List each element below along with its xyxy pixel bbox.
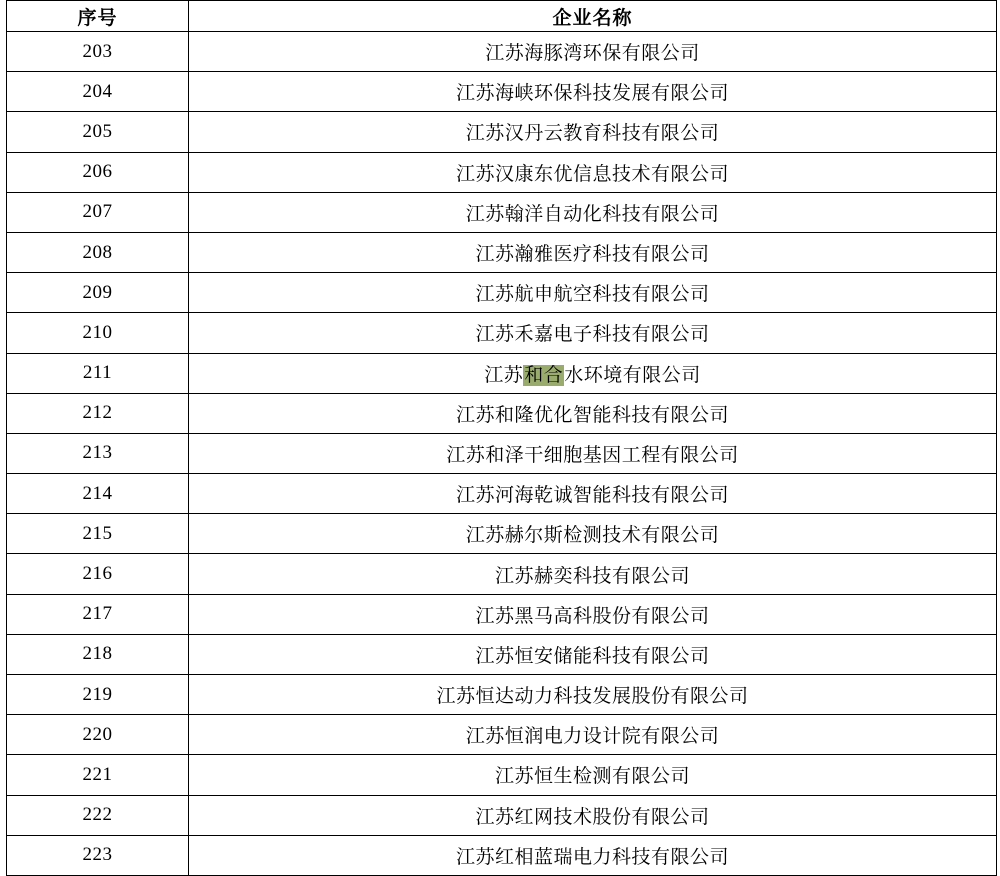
row-index-cell: 208	[7, 232, 189, 272]
table-row	[7, 232, 997, 272]
row-company-name-cell: 江苏汉丹云教育科技有限公司	[189, 112, 997, 152]
row-company-name-cell: 江苏恒生检测有限公司	[189, 755, 997, 795]
column-header-index: 序号	[7, 1, 189, 32]
table-row	[7, 835, 997, 875]
table-row	[7, 112, 997, 152]
row-company-name-cell: 江苏海豚湾环保有限公司	[189, 32, 997, 72]
row-index-cell: 210	[7, 313, 189, 353]
row-index-cell: 206	[7, 152, 189, 192]
highlighted-text: 和合	[524, 364, 564, 386]
row-index-cell: 223	[7, 835, 189, 875]
table-header	[7, 1, 997, 32]
table-row	[7, 675, 997, 715]
row-company-name-cell: 江苏黑马高科股份有限公司	[189, 594, 997, 634]
row-index-cell: 211	[7, 353, 189, 393]
row-index-cell: 203	[7, 32, 189, 72]
table-row	[7, 72, 997, 112]
table-row	[7, 474, 997, 514]
row-index-cell: 220	[7, 715, 189, 755]
table-row	[7, 514, 997, 554]
row-company-name-cell: 江苏瀚雅医疗科技有限公司	[189, 232, 997, 272]
row-company-name-cell: 江苏恒润电力设计院有限公司	[189, 715, 997, 755]
row-company-name-cell: 江苏红网技术股份有限公司	[189, 795, 997, 835]
table-row	[7, 393, 997, 433]
row-index-cell: 221	[7, 755, 189, 795]
row-company-name-cell: 江苏海峡环保科技发展有限公司	[189, 72, 997, 112]
table-header-row	[7, 1, 997, 32]
table-row	[7, 715, 997, 755]
row-index-cell: 219	[7, 675, 189, 715]
row-company-name-cell: 江苏汉康东优信息技术有限公司	[189, 152, 997, 192]
table-row	[7, 313, 997, 353]
row-index-cell: 207	[7, 192, 189, 232]
table-row	[7, 634, 997, 674]
table-row	[7, 32, 997, 72]
company-list-table	[6, 0, 997, 876]
row-index-cell: 212	[7, 393, 189, 433]
row-index-cell: 205	[7, 112, 189, 152]
row-company-name-cell: 江苏翰洋自动化科技有限公司	[189, 192, 997, 232]
row-company-name-cell: 江苏恒达动力科技发展股份有限公司	[189, 675, 997, 715]
row-company-name-cell: 江苏河海乾诚智能科技有限公司	[189, 474, 997, 514]
row-company-name-cell: 江苏红相蓝瑞电力科技有限公司	[189, 835, 997, 875]
table-row	[7, 795, 997, 835]
row-index-cell: 209	[7, 273, 189, 313]
row-index-cell: 215	[7, 514, 189, 554]
table-row	[7, 192, 997, 232]
column-header-name: 企业名称	[189, 1, 997, 32]
row-company-name-cell: 江苏赫尔斯检测技术有限公司	[189, 514, 997, 554]
row-company-name-cell: 江苏和泽干细胞基因工程有限公司	[189, 433, 997, 473]
row-index-cell: 217	[7, 594, 189, 634]
row-company-name-cell: 江苏航申航空科技有限公司	[189, 273, 997, 313]
table-row	[7, 152, 997, 192]
row-index-cell: 222	[7, 795, 189, 835]
table-row	[7, 594, 997, 634]
table-row	[7, 353, 997, 393]
table-row	[7, 554, 997, 594]
row-company-name-cell: 江苏和隆优化智能科技有限公司	[189, 393, 997, 433]
row-company-name-cell: 江苏恒安储能科技有限公司	[189, 634, 997, 674]
row-index-cell: 213	[7, 433, 189, 473]
table-body	[7, 32, 997, 876]
row-index-cell: 204	[7, 72, 189, 112]
row-index-cell: 214	[7, 474, 189, 514]
row-index-cell: 216	[7, 554, 189, 594]
row-index-cell: 218	[7, 634, 189, 674]
table-row	[7, 755, 997, 795]
row-company-name-cell: 江苏赫奕科技有限公司	[189, 554, 997, 594]
table-row	[7, 433, 997, 473]
row-company-name-cell: 江苏禾嘉电子科技有限公司	[189, 313, 997, 353]
table-row	[7, 273, 997, 313]
row-company-name-cell: 江苏和合水环境有限公司	[189, 353, 997, 393]
